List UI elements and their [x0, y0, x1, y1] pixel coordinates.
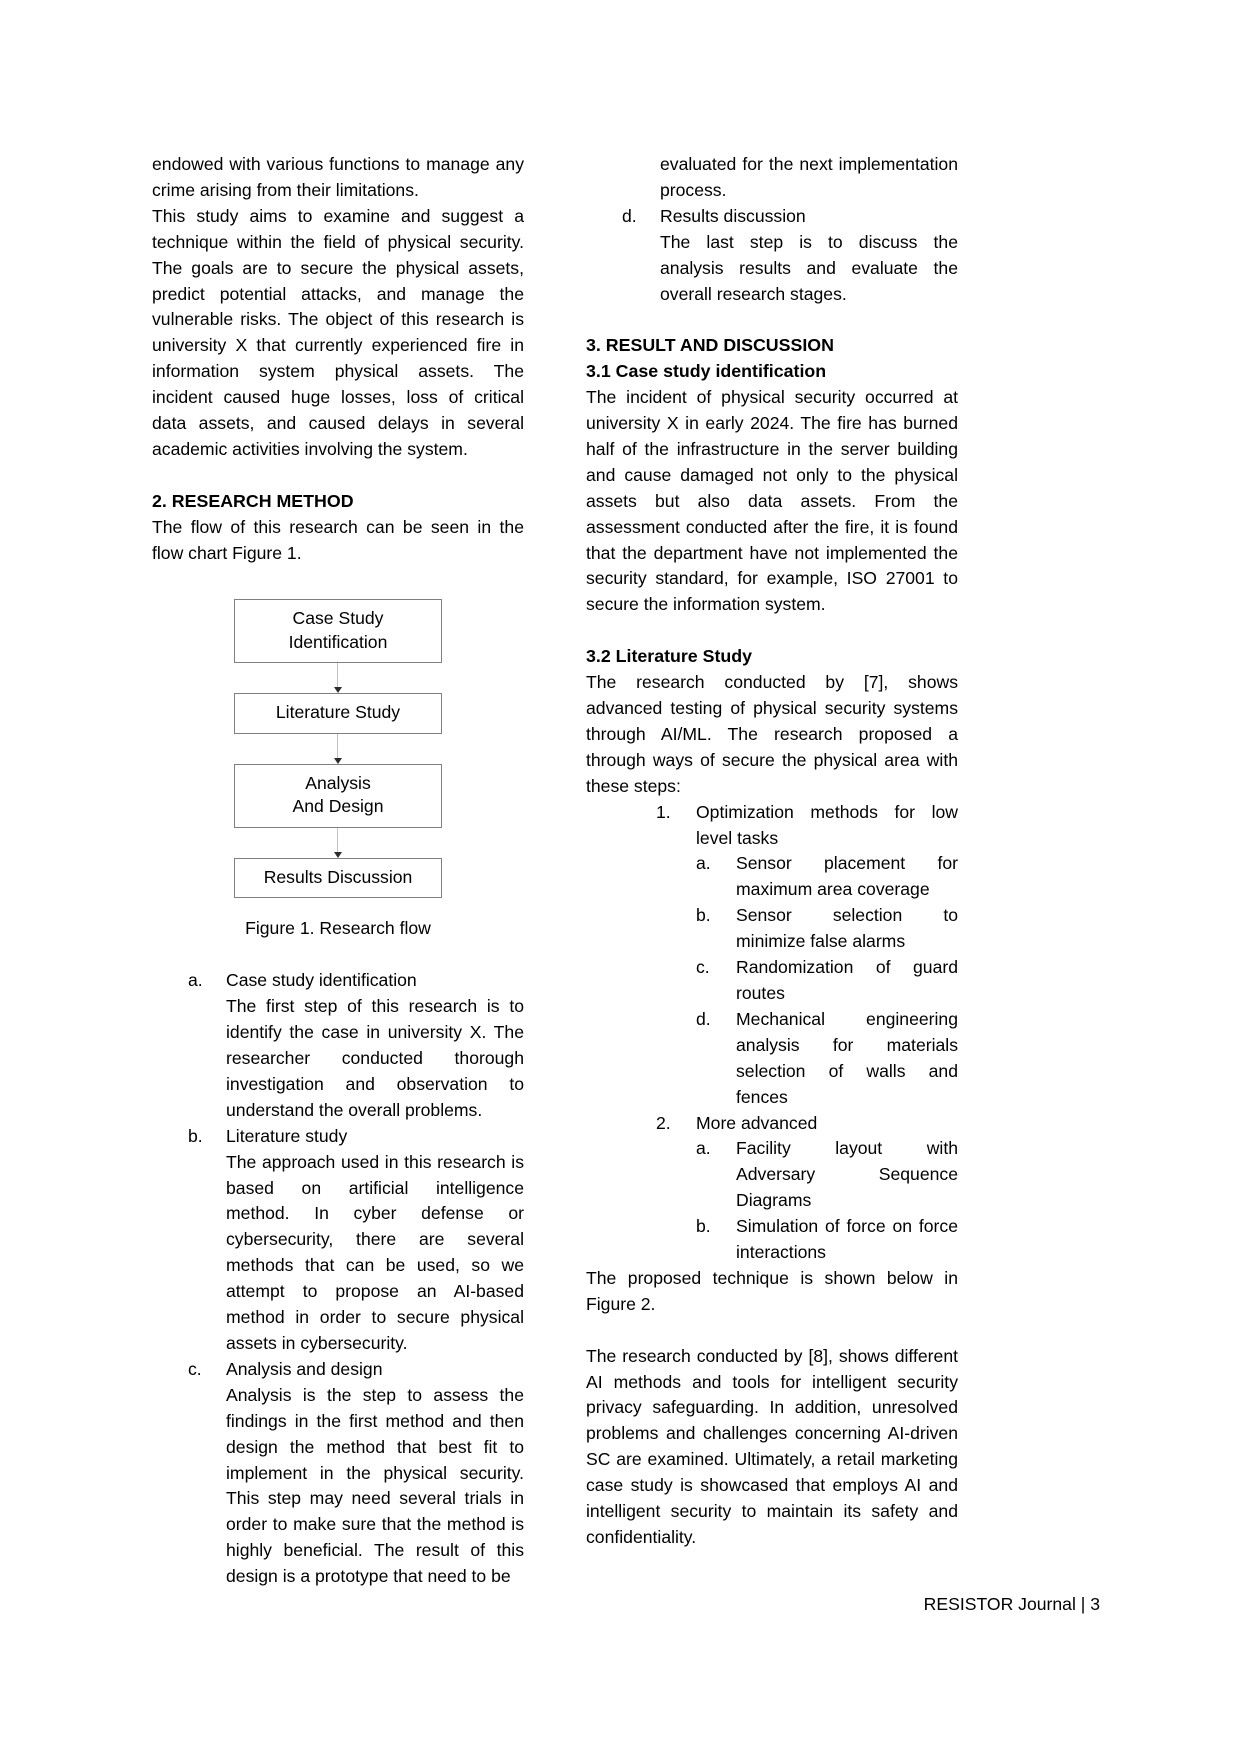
list-item-marker: b. — [696, 1216, 711, 1237]
list-item-text: Randomization of guard routes — [736, 957, 958, 1003]
flowchart-node-case-study-line2: Identification — [288, 631, 388, 652]
flowchart-node-analysis-design — [234, 764, 442, 828]
list-item — [586, 955, 958, 1007]
arrow-shaft — [337, 663, 338, 689]
list-item-marker: d. — [696, 1008, 711, 1029]
list-item-text: Facility layout with Adversary Sequence Diagrams — [736, 1138, 958, 1211]
list-item-marker: 1. — [656, 801, 671, 822]
paragraph-proposed-technique: The proposed technique is shown below in Figure 2. — [586, 1267, 958, 1314]
list-item — [152, 1124, 524, 1150]
list-item-title: Case study identification — [226, 970, 417, 991]
list-item-body: Analysis is the step to assess the findings in the first method and then design the method that best fit to implement in the physical security. This step may need several trials in order to make sure that the method is highly beneficial. The result of this design is a prototype that need to be — [226, 1384, 524, 1587]
list-item-marker: a. — [696, 1138, 711, 1159]
left-column — [152, 152, 524, 1590]
heading-case-study-identification: 3.1 Case study identification — [586, 361, 827, 382]
flowchart-node-case-study-line1: Case Study — [292, 608, 384, 629]
list-item — [586, 1007, 958, 1111]
flowchart — [152, 599, 524, 898]
list-item-body: The last step is to discuss the analysis results and evaluate the overall research stages. — [660, 231, 958, 304]
list-item-title: Literature study — [226, 1125, 348, 1146]
arrow-head-icon — [334, 852, 342, 858]
heading-research-method: 2. RESEARCH METHOD — [152, 490, 354, 511]
list-item — [586, 851, 958, 903]
paragraph-evaluated-continued: evaluated for the next implementation process. — [660, 154, 958, 200]
list-item — [152, 968, 524, 994]
list-item-marker: a. — [696, 853, 711, 874]
arrow-head-icon — [334, 758, 342, 764]
list-item-body: The approach used in this research is based on artificial intelligence method. In cyber defense or cybersecurity, there are several methods that can be used, so we attempt to propose an AI-based method in order to secure physical assets in cybersecurity. — [226, 1151, 524, 1353]
two-column-layout — [152, 152, 1100, 1590]
list-item-title: Analysis and design — [226, 1358, 383, 1379]
paragraph-reference-8: The research conducted by [8], shows different AI methods and tools for intelligent security privacy safeguarding. In addition, unresolved problems and challenges concerning AI-driven SC are examined. Ultimately, a retail marketing case study is showcased that employs AI and intelligent security to maintain its safety and confidentiality. — [586, 1345, 958, 1547]
list-item-marker: b. — [188, 1125, 203, 1146]
list-item-text: Simulation of force on force interactions — [736, 1216, 958, 1263]
paragraph-literature-study: The research conducted by [7], shows advanced testing of physical security systems through AI/ML. The research proposed a through ways of secure the physical area with these steps: — [586, 672, 958, 796]
right-column — [586, 152, 958, 1551]
paragraph-research-flow: The flow of this research can be seen in the flow chart Figure 1. — [152, 516, 524, 563]
list-item-text: Sensor placement for maximum area coverage — [736, 853, 958, 900]
list-item-text: Optimization methods for low level tasks — [696, 801, 958, 848]
arrow-shaft — [337, 828, 338, 854]
flowchart-node-case-study — [234, 599, 442, 663]
research-steps-list — [152, 968, 524, 1590]
spacer — [152, 463, 524, 489]
list-item-text: Sensor selection to minimize false alarms — [736, 905, 958, 952]
flowchart-node-literature-study — [234, 693, 442, 734]
list-item — [586, 1136, 958, 1214]
flowchart-arrow-3 — [337, 828, 339, 858]
list-item-marker: c. — [696, 957, 710, 978]
arrow-head-icon — [334, 687, 342, 693]
figure-research-flow — [152, 599, 524, 942]
flowchart-arrow-1 — [337, 663, 339, 693]
paragraph-study-aims: This study aims to examine and suggest a technique within the field of physical security. The goals are to secure the physical assets, predict potential attacks, and manage the vulnerable risks. The object of this research is university X that currently experienced fire in information system physical assets. The incident caused huge losses, loss of critical data assets, and caused delays in several academic activities involving the system. — [152, 205, 524, 459]
flowchart-node-analysis-design-line1: Analysis — [305, 772, 371, 793]
flowchart-node-results-discussion — [234, 858, 442, 899]
flowchart-node-literature-study-label: Literature Study — [275, 702, 401, 723]
heading-result-and-discussion: 3. RESULT AND DISCUSSION — [586, 335, 834, 356]
paragraph-intro-continued: endowed with various functions to manage any crime arising from their limitations. — [152, 154, 524, 200]
list-item-marker: a. — [188, 970, 203, 991]
list-item — [586, 1111, 958, 1137]
list-item — [586, 800, 958, 852]
list-item-text: More advanced — [696, 1112, 818, 1133]
list-item — [152, 1357, 524, 1383]
list-item-text: Mechanical engineering analysis for materials selection of walls and fences — [736, 1008, 958, 1107]
list-item-title: Results discussion — [660, 205, 806, 226]
spacer — [586, 1318, 958, 1344]
arrow-shaft — [337, 734, 338, 760]
list-item-marker: b. — [696, 905, 711, 926]
flowchart-node-analysis-design-line2: And Design — [292, 796, 384, 817]
list-item — [586, 903, 958, 955]
page-footer: RESISTOR Journal | 3 — [923, 1594, 1100, 1615]
proposed-steps-list — [586, 800, 958, 1266]
heading-literature-study: 3.2 Literature Study — [586, 646, 753, 667]
paragraph-case-study: The incident of physical security occurred at university X in early 2024. The fire has burned half of the infrastructure in the server building and cause damaged not only to the physical assets but also data assets. From the assessment conducted after the fire, it is found that the department have not implemented the security standard, for example, ISO 27001 to secure the information system. — [586, 387, 958, 615]
flowchart-node-results-discussion-label: Results Discussion — [263, 866, 413, 887]
spacer — [152, 942, 524, 968]
list-item-marker: 2. — [656, 1112, 671, 1133]
list-item-marker: c. — [188, 1358, 202, 1379]
list-item — [586, 1214, 958, 1266]
figure-caption: Figure 1. Research flow — [245, 918, 431, 939]
spacer — [586, 307, 958, 333]
list-item — [586, 204, 958, 230]
spacer — [586, 618, 958, 644]
list-item-marker: d. — [622, 205, 637, 226]
list-item-body: The first step of this research is to identify the case in university X. The researcher conducted thorough investigation and observation to understand the overall problems. — [226, 996, 524, 1120]
research-steps-list-continued — [586, 204, 958, 308]
flowchart-arrow-2 — [337, 734, 339, 764]
